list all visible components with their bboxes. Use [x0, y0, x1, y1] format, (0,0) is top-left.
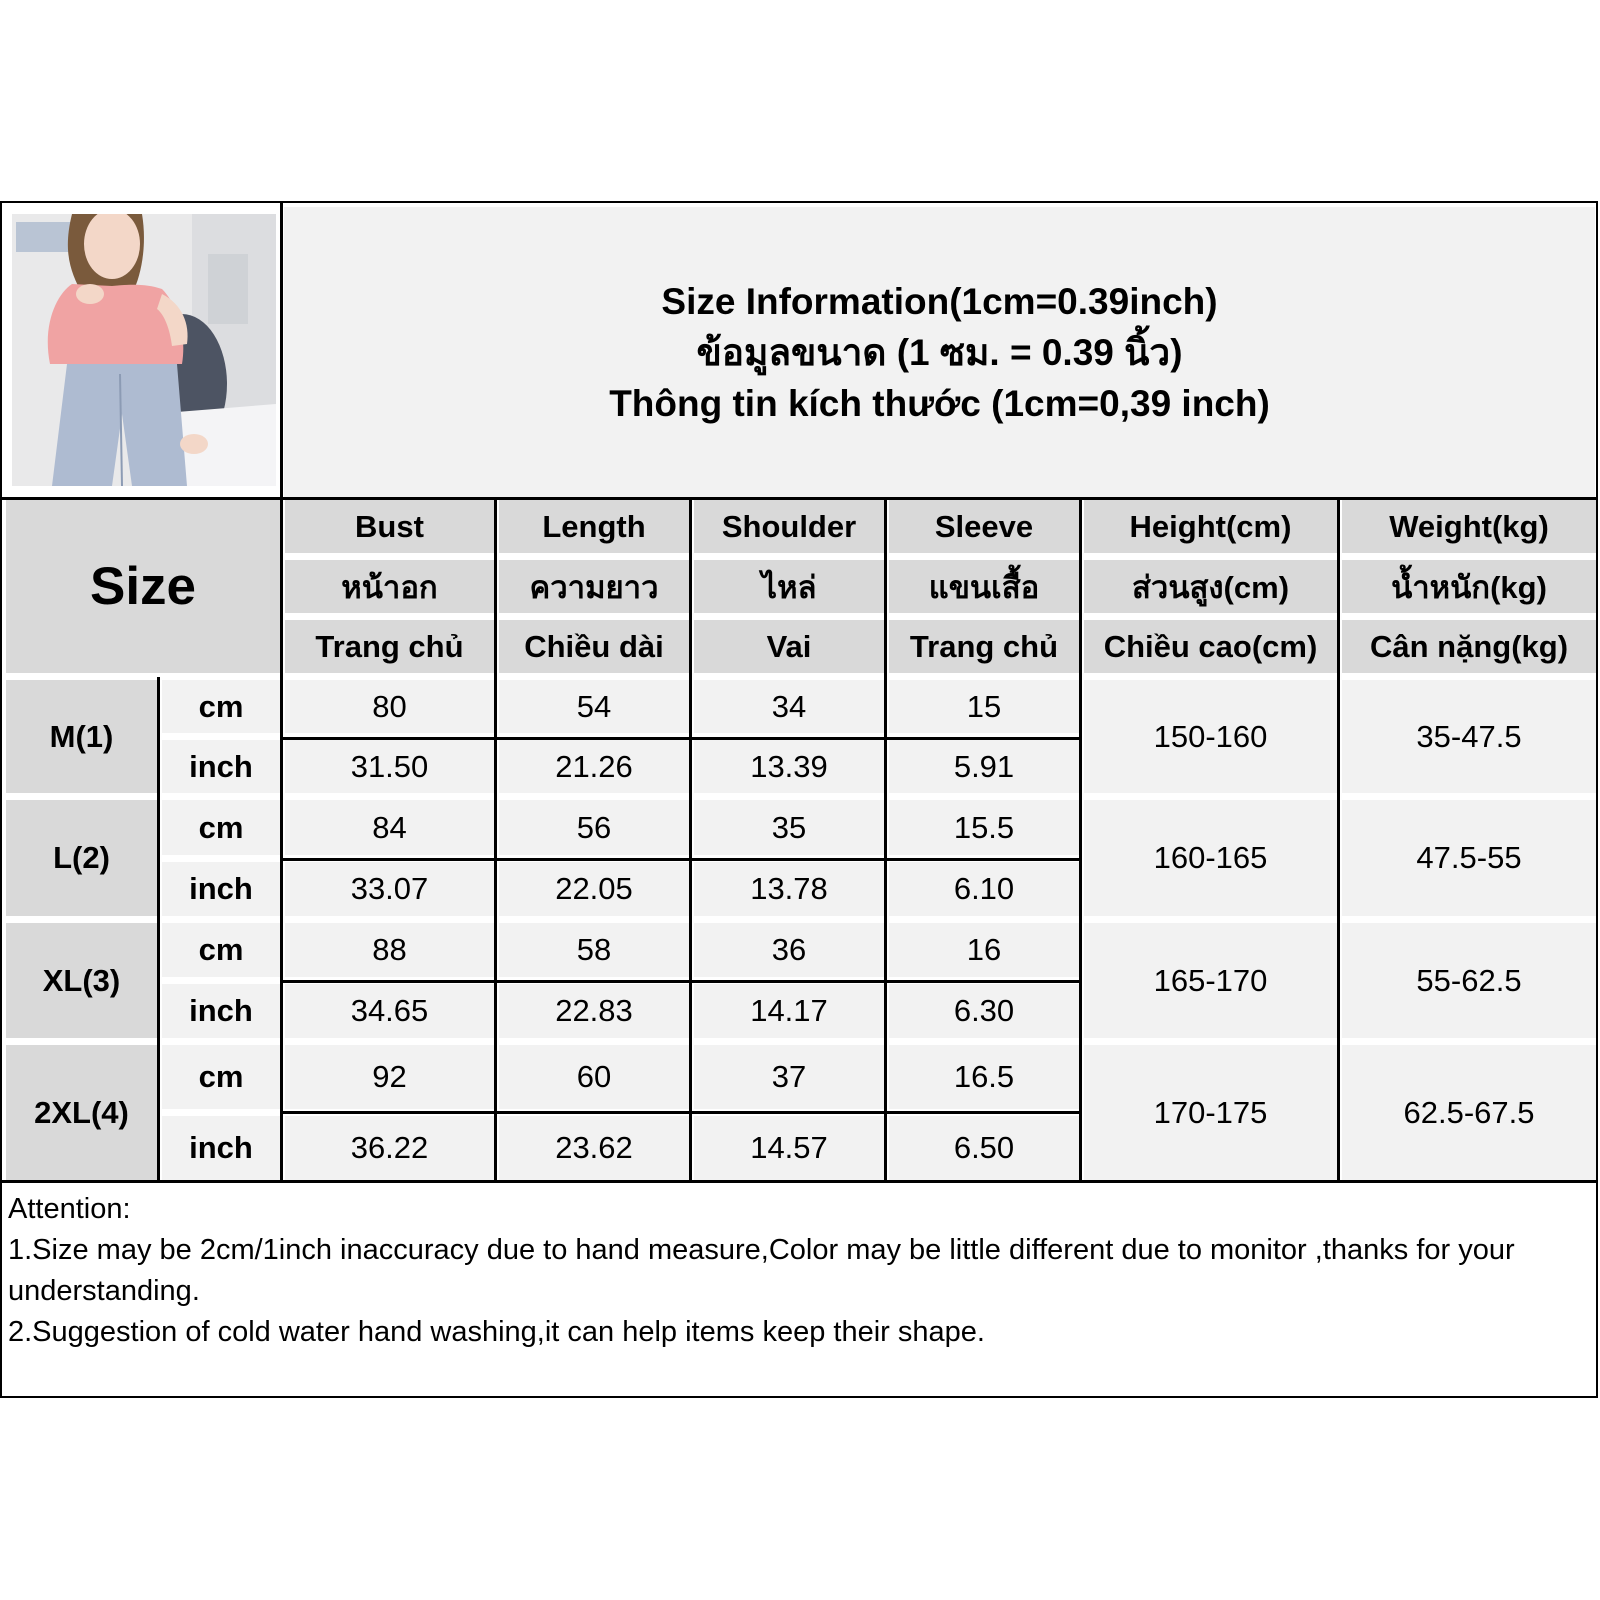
table-cell: 14.17 — [694, 984, 884, 1038]
table-cell: 80 — [285, 680, 494, 733]
divider — [1079, 497, 1082, 1180]
col-header-sleeve-vi: Trang chủ — [889, 620, 1079, 673]
col-header-weight-en: Weight(kg) — [1342, 500, 1596, 553]
table-cell: 6.30 — [889, 984, 1079, 1038]
size-chart — [0, 201, 1598, 1398]
table-cell: 84 — [285, 800, 494, 855]
table-cell: 60 — [499, 1045, 689, 1109]
title-vietnamese: Thông tin kích thước (1cm=0,39 inch) — [609, 382, 1270, 424]
table-cell: 13.39 — [694, 740, 884, 793]
table-cell: 6.10 — [889, 862, 1079, 916]
col-header-bust-vi: Trang chủ — [285, 620, 494, 673]
divider — [280, 203, 283, 1180]
table-cell: 13.78 — [694, 862, 884, 916]
table-cell: 15 — [889, 680, 1079, 733]
title-english: Size Information(1cm=0.39inch) — [661, 280, 1218, 322]
divider — [2, 1180, 1596, 1183]
col-header-shoulder-en: Shoulder — [694, 500, 884, 553]
col-header-weight-th: น้ำหนัก(kg) — [1342, 560, 1596, 613]
unit-cm: cm — [162, 1045, 280, 1109]
table-cell: 6.50 — [889, 1116, 1079, 1180]
attention-notes — [8, 1189, 1588, 1353]
size-label-m: M(1) — [6, 680, 157, 793]
col-header-bust-th: หน้าอก — [285, 560, 494, 613]
title-thai: ข้อมูลขนาด (1 ซม. = 0.39 นิ้ว) — [696, 331, 1183, 373]
table-cell: 92 — [285, 1045, 494, 1109]
table-cell: 15.5 — [889, 800, 1079, 855]
unit-inch: inch — [162, 740, 280, 793]
weight-range: 35-47.5 — [1342, 680, 1596, 793]
attention-heading: Attention: — [8, 1193, 131, 1225]
table-cell: 14.57 — [694, 1116, 884, 1180]
col-header-shoulder-vi: Vai — [694, 620, 884, 673]
col-header-height-th: ส่วนสูง(cm) — [1084, 560, 1337, 613]
col-header-length-th: ความยาว — [499, 560, 689, 613]
table-cell: 16 — [889, 923, 1079, 977]
divider — [689, 497, 692, 1180]
attention-note-2: 2.Suggestion of cold water hand washing,it can help items keep their shape. — [8, 1316, 985, 1348]
size-header: Size — [6, 500, 280, 673]
unit-cm: cm — [162, 800, 280, 855]
col-header-height-vi: Chiều cao(cm) — [1084, 620, 1337, 673]
unit-cm: cm — [162, 680, 280, 733]
height-range: 160-165 — [1084, 800, 1337, 916]
weight-range: 55-62.5 — [1342, 923, 1596, 1038]
unit-inch: inch — [162, 1116, 280, 1180]
table-cell: 35 — [694, 800, 884, 855]
table-cell: 54 — [499, 680, 689, 733]
size-label-xl: XL(3) — [6, 923, 157, 1038]
weight-range: 47.5-55 — [1342, 800, 1596, 916]
attention-note-1: 1.Size may be 2cm/1inch inaccuracy due to hand measure,Color may be little different due to monitor ,thanks for your understanding. — [8, 1234, 1515, 1307]
col-header-length-en: Length — [499, 500, 689, 553]
col-header-shoulder-th: ไหล่ — [694, 560, 884, 613]
table-cell: 36.22 — [285, 1116, 494, 1180]
col-header-length-vi: Chiều dài — [499, 620, 689, 673]
col-header-sleeve-en: Sleeve — [889, 500, 1079, 553]
table-cell: 58 — [499, 923, 689, 977]
weight-range: 62.5-67.5 — [1342, 1045, 1596, 1180]
col-header-height-en: Height(cm) — [1084, 500, 1337, 553]
col-header-bust-en: Bust — [285, 500, 494, 553]
table-cell: 22.05 — [499, 862, 689, 916]
table-cell: 31.50 — [285, 740, 494, 793]
table-cell: 34.65 — [285, 984, 494, 1038]
table-cell: 5.91 — [889, 740, 1079, 793]
table-cell: 37 — [694, 1045, 884, 1109]
table-cell: 34 — [694, 680, 884, 733]
divider — [280, 980, 1080, 983]
height-range: 150-160 — [1084, 680, 1337, 793]
table-cell: 88 — [285, 923, 494, 977]
size-label-l: L(2) — [6, 800, 157, 916]
divider — [1337, 497, 1340, 1180]
divider — [280, 737, 1080, 740]
table-cell: 56 — [499, 800, 689, 855]
table-cell: 36 — [694, 923, 884, 977]
product-photo — [6, 207, 280, 497]
divider — [280, 858, 1080, 861]
size-label-2xl: 2XL(4) — [6, 1045, 157, 1180]
height-range: 170-175 — [1084, 1045, 1337, 1180]
table-cell: 21.26 — [499, 740, 689, 793]
table-cell: 22.83 — [499, 984, 689, 1038]
unit-cm: cm — [162, 923, 280, 977]
divider — [494, 497, 497, 1180]
title-area — [284, 207, 1595, 497]
unit-inch: inch — [162, 984, 280, 1038]
table-cell: 16.5 — [889, 1045, 1079, 1109]
col-header-weight-vi: Cân nặng(kg) — [1342, 620, 1596, 673]
divider — [884, 497, 887, 1180]
col-header-sleeve-th: แขนเสื้อ — [889, 560, 1079, 613]
height-range: 165-170 — [1084, 923, 1337, 1038]
table-cell: 33.07 — [285, 862, 494, 916]
product-photo-image — [12, 214, 276, 486]
unit-inch: inch — [162, 862, 280, 916]
divider — [280, 1111, 1080, 1114]
divider — [157, 677, 160, 1180]
divider — [2, 497, 1596, 500]
table-cell: 23.62 — [499, 1116, 689, 1180]
